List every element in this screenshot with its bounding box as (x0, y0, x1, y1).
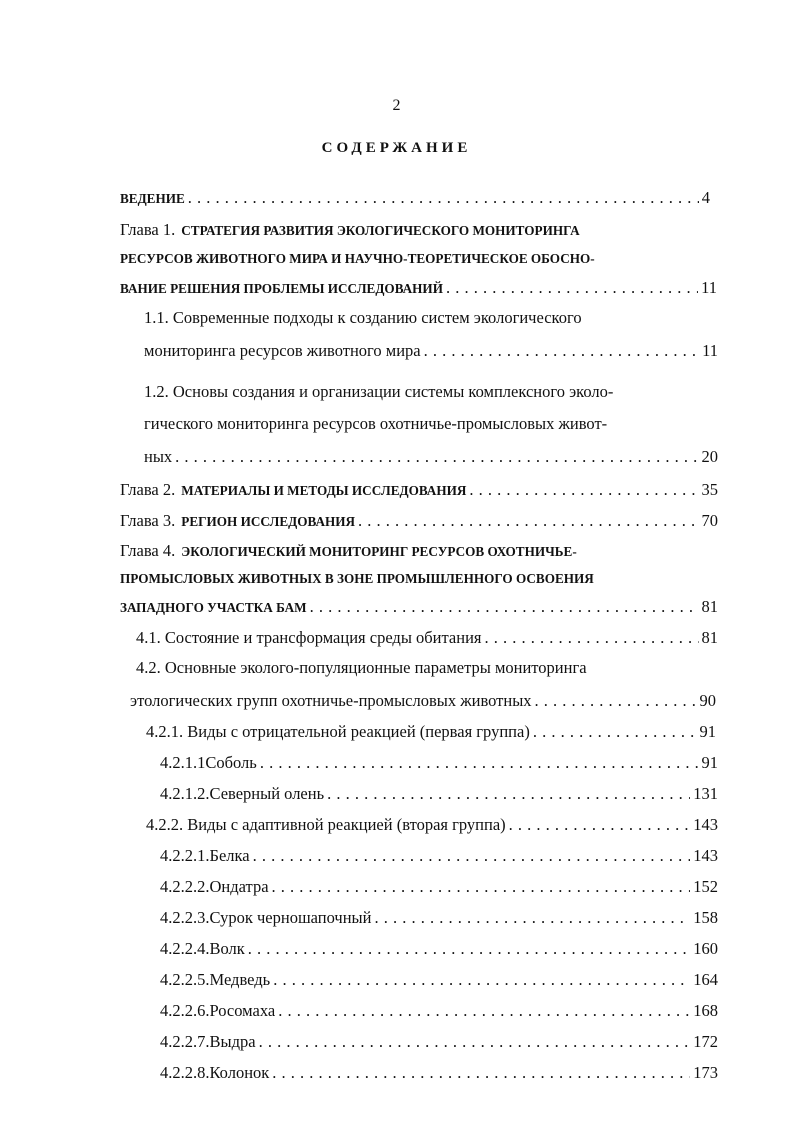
toc-page-number: 35 (701, 480, 718, 499)
toc-entry-number: 4.2.2.2. (160, 877, 210, 896)
toc-leader-dots (310, 597, 699, 617)
toc-chapter-2 (120, 480, 718, 500)
toc-leader-dots (188, 188, 699, 208)
toc-page-number: 11 (702, 341, 718, 360)
toc-entry-number: 4.2.1.1 (160, 753, 206, 772)
toc-leader-dots (535, 691, 697, 711)
toc-entry-label: Северный олень (209, 784, 325, 803)
toc-chapter-1-line3 (120, 278, 717, 298)
toc-chapter-1-line1 (120, 222, 580, 239)
toc-section-1-2-line2: гического мониторинга ресурсов охотничье-промысловых живот- (144, 414, 608, 433)
toc-section-1-1-line1: 1.1. Современные подходы к созданию систем экологического (144, 308, 582, 327)
chapter-title: РЕГИОН ИССЛЕДОВАНИЯ (181, 514, 356, 529)
toc-section-4-1 (136, 628, 718, 648)
toc-leader-dots (374, 908, 690, 928)
toc-page-number: 143 (693, 815, 718, 834)
toc-entry-number: 4.2.1.2. (160, 784, 210, 803)
chapter-prefix: Глава 4. (120, 541, 176, 560)
toc-chapter-4-line1 (120, 543, 577, 560)
toc-entry-label: этологических групп охотничье-промысловых животных (130, 691, 532, 710)
chapter-title: ЭКОЛОГИЧЕСКИЙ МОНИТОРИНГ РЕСУРСОВ ОХОТНИЧЬЕ- (181, 544, 577, 559)
page-number: 2 (392, 97, 401, 114)
page-title: СОДЕРЖАНИЕ (321, 140, 472, 156)
toc-section-1-2-line3 (144, 447, 718, 467)
toc-chapter-4-line3 (120, 597, 718, 617)
toc-leader-dots (175, 447, 698, 467)
toc-page-number: 172 (693, 1032, 718, 1051)
toc-entry-label: мониторинга ресурсов животного мира (144, 341, 421, 360)
toc-chapter-3 (120, 511, 718, 531)
toc-leader-dots (273, 970, 690, 990)
toc-subsection-4-2-2-5 (160, 970, 718, 990)
toc-entry-label: Волк (209, 939, 245, 958)
toc-page-number: 4 (701, 188, 710, 207)
toc-entry-number: 4.2.2.4. (160, 939, 210, 958)
toc-page-number: 20 (701, 447, 718, 466)
chapter-title: МАТЕРИАЛЫ И МЕТОДЫ ИССЛЕДОВАНИЯ (181, 483, 467, 498)
toc-page-number: 164 (693, 970, 718, 989)
toc-page-number: 158 (693, 908, 718, 927)
toc-leader-dots (509, 815, 691, 835)
toc-entry-number: 4.2.2.8. (160, 1063, 210, 1082)
toc-leader-dots (424, 341, 700, 361)
toc-subsection-4-2-2-1 (160, 846, 718, 866)
toc-section-1-2-line1: 1.2. Основы создания и организации системы комплексного эколо- (144, 382, 614, 401)
toc-leader-dots (272, 1063, 690, 1083)
toc-leader-dots (260, 753, 699, 773)
toc-section-4-2-1 (146, 722, 716, 742)
toc-leader-dots (358, 511, 698, 531)
toc-leader-dots (485, 628, 699, 648)
toc-leader-dots (272, 877, 691, 897)
toc-entry-label: Белка (209, 846, 250, 865)
toc-page-number: 90 (699, 691, 716, 710)
toc-leader-dots (248, 939, 690, 959)
toc-page-number: 81 (701, 628, 718, 647)
toc-entry-number: 4.2.2.7. (160, 1032, 210, 1051)
toc-leader-dots (278, 1001, 690, 1021)
toc-entry-label: ЗАПАДНОГО УЧАСТКА БАМ (120, 600, 307, 615)
toc-page-number: 143 (693, 846, 718, 865)
toc-leader-dots (446, 278, 698, 298)
toc-entry-label: Ондатра (209, 877, 269, 896)
toc-entry-label: Сурок черношапочный (209, 908, 372, 927)
toc-section-4-2-line1: 4.2. Основные эколого-популяционные параметры мониторинга (136, 658, 587, 677)
toc-entry-label: ных (144, 447, 173, 466)
chapter-prefix: Глава 1. (120, 220, 176, 239)
toc-subsection-4-2-1-1 (160, 753, 718, 773)
toc-leader-dots (533, 722, 697, 742)
toc-entry-label: ВАНИЕ РЕШЕНИЯ ПРОБЛЕМЫ ИССЛЕДОВАНИЙ (120, 281, 443, 296)
toc-subsection-4-2-2-6 (160, 1001, 718, 1021)
toc-entry-number: 4.2.2.5. (160, 970, 210, 989)
toc-entry-label: Росомаха (209, 1001, 276, 1020)
chapter-prefix: Глава 3. (120, 511, 176, 530)
chapter-prefix: Глава 2. (120, 480, 176, 499)
toc-page-number: 160 (693, 939, 718, 958)
toc-chapter-4-line2: ПРОМЫСЛОВЫХ ЖИВОТНЫХ В ЗОНЕ ПРОМЫШЛЕННОГО ОСВОЕНИЯ (120, 571, 594, 586)
toc-page-number: 152 (693, 877, 718, 896)
toc-page-number: 168 (693, 1001, 718, 1020)
toc-page-number: 91 (699, 722, 716, 741)
toc-leader-dots (469, 480, 698, 500)
toc-subsection-4-2-2-2 (160, 877, 718, 897)
toc-subsection-4-2-2-3 (160, 908, 718, 928)
toc-page-number: 70 (701, 511, 718, 530)
toc-section-4-2-2 (146, 815, 718, 835)
toc-subsection-4-2-1-2 (160, 784, 718, 804)
toc-page-number: 11 (701, 278, 717, 297)
toc-entry-number: 4.2.2.6. (160, 1001, 210, 1020)
toc-leader-dots (327, 784, 690, 804)
toc-subsection-4-2-2-7 (160, 1032, 718, 1052)
toc-entry-label: 4.1. Состояние и трансформация среды обитания (136, 628, 482, 647)
toc-entry-label: 4.2.2. Виды с адаптивной реакцией (вторая группа) (146, 815, 506, 834)
toc-entry-number: 4.2.2.3. (160, 908, 210, 927)
chapter-title: СТРАТЕГИЯ РАЗВИТИЯ ЭКОЛОГИЧЕСКОГО МОНИТОРИНГА (181, 223, 580, 238)
toc-page-number: 131 (693, 784, 718, 803)
toc-chapter-1-line2: РЕСУРСОВ ЖИВОТНОГО МИРА И НАУЧНО-ТЕОРЕТИЧЕСКОЕ ОБОСНО- (120, 251, 595, 266)
toc-entry-number: 4.2.2.1. (160, 846, 210, 865)
toc-entry-label: 4.2.1. Виды с отрицательной реакцией (первая группа) (146, 722, 530, 741)
toc-entry-label: Соболь (205, 753, 257, 772)
toc-subsection-4-2-2-8 (160, 1063, 718, 1083)
toc-entry-label: Медведь (209, 970, 271, 989)
toc-page-number: 173 (693, 1063, 718, 1082)
toc-section-1-1-line2 (144, 341, 718, 361)
toc-page-number: 81 (701, 597, 718, 616)
toc-entry-label: ВЕДЕНИЕ (120, 191, 185, 206)
toc-subsection-4-2-2-4 (160, 939, 718, 959)
toc-entry-intro (120, 188, 710, 208)
toc-entry-label: Выдра (209, 1032, 256, 1051)
toc-leader-dots (253, 846, 691, 866)
toc-section-4-2-line2 (130, 691, 716, 711)
toc-entry-label: Колонок (209, 1063, 270, 1082)
toc-leader-dots (259, 1032, 691, 1052)
toc-page-number: 91 (701, 753, 718, 772)
